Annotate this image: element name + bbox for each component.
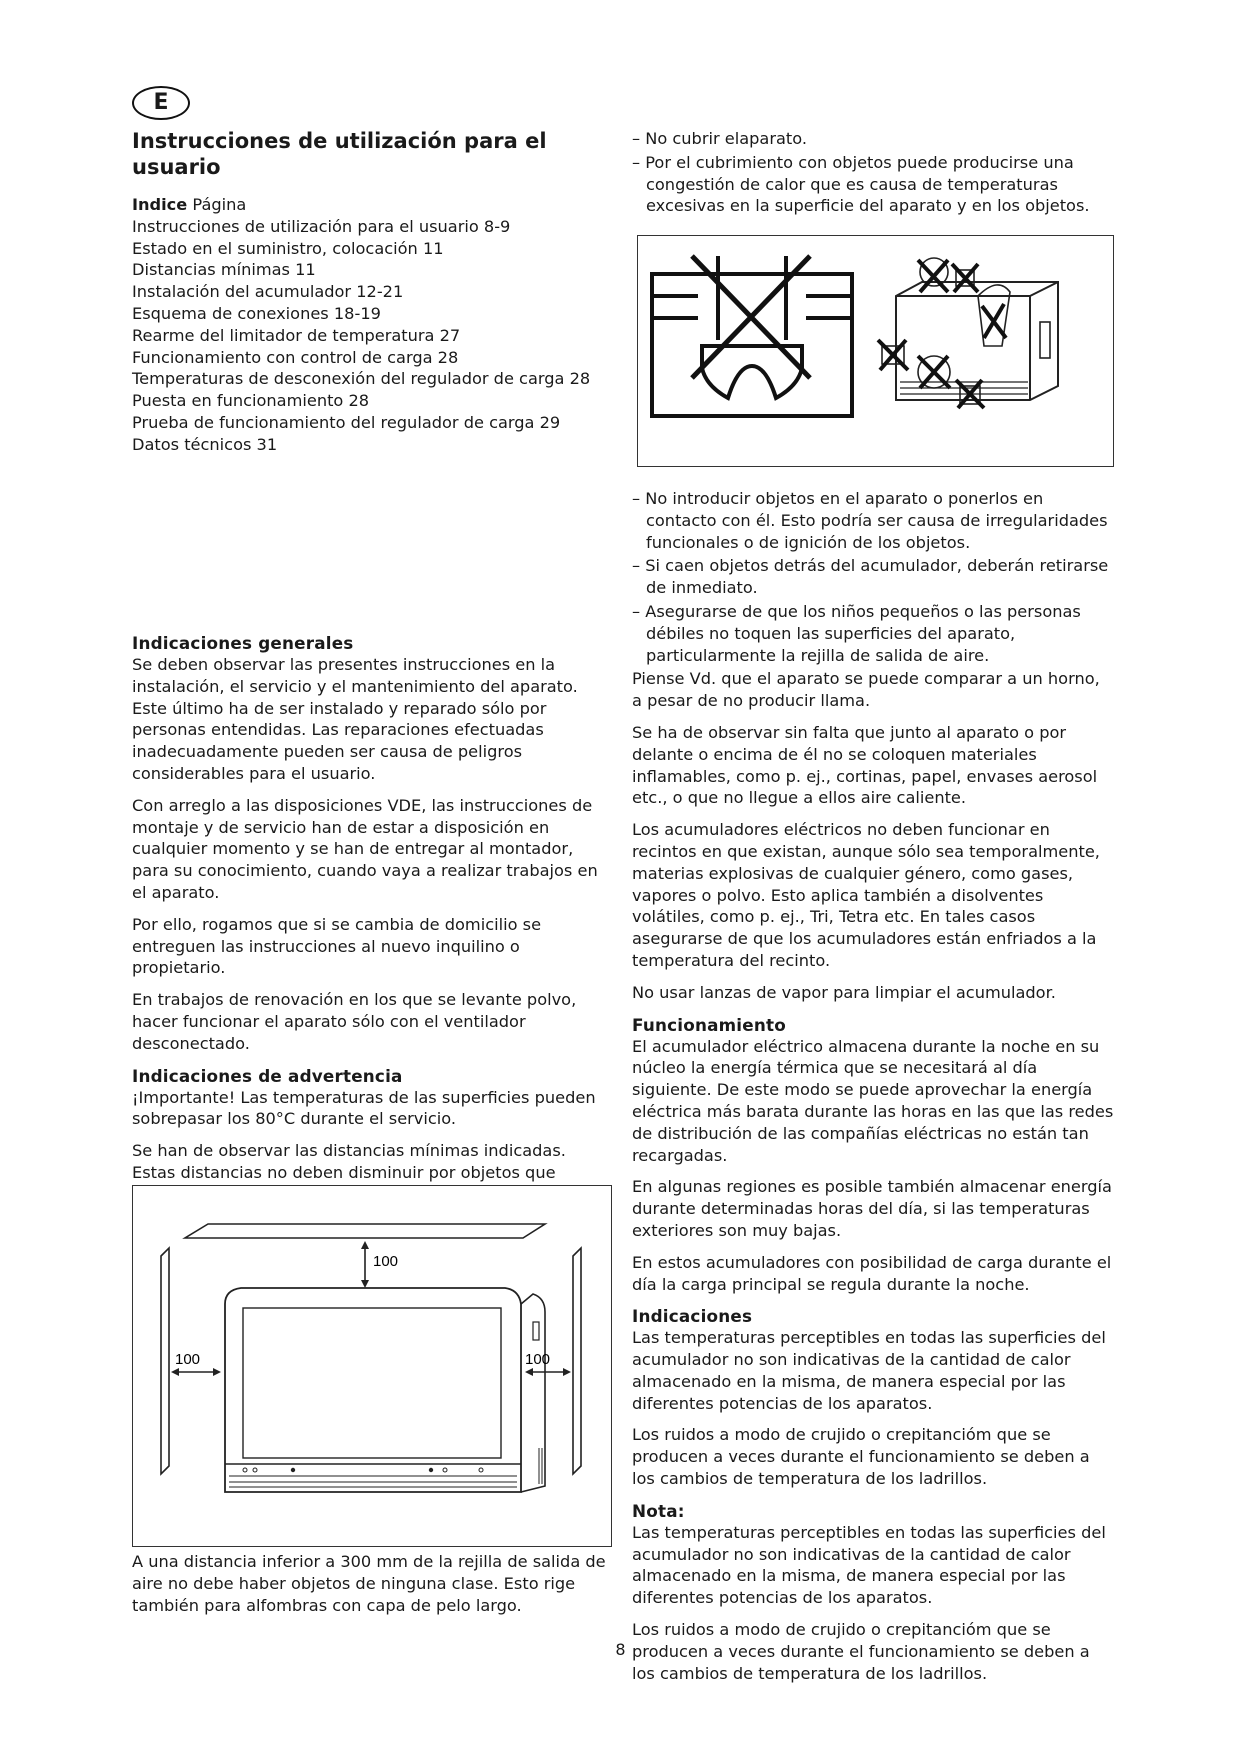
heater-body-shape xyxy=(225,1288,521,1492)
left-column-body xyxy=(132,632,612,1216)
grille-note-block xyxy=(132,1551,612,1626)
top-distance-label: 100 xyxy=(373,1253,399,1270)
index-item: Puesta en funcionamiento 28 xyxy=(132,391,370,411)
left-column-top xyxy=(132,128,612,456)
index-item: Estado en el suministro, colocación 11 xyxy=(132,238,444,258)
indications-paragraph: Los ruidos a modo de crujido o crepitancióm que se producen a veces durante el funcionamiento se deben a los cambios de temperatura de los ladrillos. xyxy=(632,1425,1090,1489)
page-number: 8 xyxy=(615,1640,626,1659)
index-header xyxy=(132,194,612,216)
general-heading: Indicaciones generales xyxy=(132,633,354,653)
warning-paragraph: ¡Importante! Las temperaturas de las superficies pueden sobrepasar los 80°C durante el servicio. xyxy=(132,1087,596,1129)
indications-heading: Indicaciones xyxy=(632,1306,753,1327)
warning-paragraph: Se han de observar las distancias mínimas indicadas. Estas distancias no deben disminuir por objetos que xyxy=(132,1141,566,1182)
indications-paragraph: Las temperaturas perceptibles en todas las superficies del acumulador no son indicativas de la cantidad de calor almacenado en la misma, de manera especial por las diferentes potencias de los aparatos. xyxy=(632,1328,1106,1413)
warning-dash-item: – Si caen objetos detrás del acumulador, deberán retirarse de inmediato. xyxy=(632,556,1109,598)
warning-dash-item: – No cubrir elaparato. xyxy=(632,129,808,148)
index-label: Indice xyxy=(132,195,188,214)
general-paragraph: Se deben observar las presentes instrucciones en la instalación, el servicio y el mantenimiento del aparato. Este último ha de ser instalado y reparado sólo por personas entendidas. Las reparaciones efectuadas inadecuadamente pueden ser causa de peligros considerables para el usuario. xyxy=(132,655,578,783)
index-item: Instalación del acumulador 12-21 xyxy=(132,282,404,302)
warning-dash-item: – No introducir objetos en el aparato o ponerlos en contacto con él. Esto podría ser causa de irregularidades funcionales o de ignición de los objetos. xyxy=(632,489,1108,552)
left-distance-label: 100 xyxy=(175,1351,201,1368)
index-item: Datos técnicos 31 xyxy=(132,434,278,454)
general-paragraph: Por ello, rogamos que si se cambia de domicilio se entreguen las instrucciones al nuevo inquilino o propietario. xyxy=(132,914,542,978)
page-title: Instrucciones de utilización para el usuario xyxy=(132,129,547,179)
index-page-label: Página xyxy=(192,195,247,214)
general-paragraph: Con arreglo a las disposiciones VDE, las instrucciones de montaje y de servicio han de estar a disposición en cualquier momento y se han de entregar al montador, para su conocimiento, cuando vaya a realizar trabajos en el aparato. xyxy=(132,795,598,902)
do-not-cover-figure xyxy=(637,235,1114,467)
right-distance-label: 100 xyxy=(525,1351,551,1368)
operation-paragraph: En estos acumuladores con posibilidad de carga durante el día la carga principal se regula durante la noche. xyxy=(632,1252,1112,1294)
note-paragraph: Las temperaturas perceptibles en todas las superficies del acumulador no son indicativas de la cantidad de calor almacenado en la misma, de manera especial por las diferentes potencias de los aparatos. xyxy=(632,1522,1106,1608)
note-paragraph: Los ruidos a modo de crujido o crepitancióm que se producen a veces durante el funcionamiento se deben a los cambios de temperatura de los ladrillos. xyxy=(632,1620,1090,1683)
safety-paragraph: Se ha de observar sin falta que junto al aparato o por delante o encima de él no se coloquen materiales inflamables, como p. ej., cortinas, papel, envases aerosol etc., o que no llegue a ellos aire caliente. xyxy=(632,722,1098,808)
operation-heading: Funcionamiento xyxy=(632,1014,786,1035)
warning-heading: Indicaciones de advertencia xyxy=(132,1065,403,1086)
top-shelf-shape xyxy=(185,1224,545,1238)
right-column-body xyxy=(632,488,1114,1694)
index-item: Instrucciones de utilización para el usuario 8-9 xyxy=(132,216,511,236)
left-wall-shape xyxy=(161,1248,169,1474)
right-wall-shape xyxy=(573,1248,581,1474)
index-item: Temperaturas de desconexión del regulador de carga 28 xyxy=(132,369,591,389)
do-not-cover-diagram xyxy=(638,236,1113,466)
language-badge: E xyxy=(132,86,190,120)
minimum-distance-figure xyxy=(132,1185,612,1547)
warning-dash-item: – Por el cubrimiento con objetos puede producirse una congestión de calor que es causa de temperaturas excesivas en la superficie del aparato y en los objetos. xyxy=(632,152,1090,216)
index-item: Rearme del limitador de temperatura 27 xyxy=(132,325,461,345)
operation-paragraph: El acumulador eléctrico almacena durante la noche en su núcleo la energía térmica que se necesitará al día siguiente. De este modo se puede aprovechar la energía eléctrica más barata durante las horas en las que las redes de distribución de las compañías eléctricas no están tan recargadas. xyxy=(632,1036,1114,1165)
operation-paragraph: En algunas regiones es posible también almacenar energía durante determinadas horas del día, si las temperaturas exteriores son muy bajas. xyxy=(632,1177,1112,1240)
index-block xyxy=(132,194,612,456)
note-heading: Nota: xyxy=(632,1500,685,1521)
index-item: Esquema de conexiones 18-19 xyxy=(132,303,381,323)
safety-paragraph: Los acumuladores eléctricos no deben funcionar en recintos en que existan, aunque sólo sea temporalmente, materias explosivas de cualquier género, como gases, vapores o polvo. Esto aplica también a disolventes volátiles, como p. ej., Tri, Tetra etc. En tales casos asegurarse de que los acumuladores están enfriados a la temperatura del recinto. xyxy=(632,820,1100,970)
right-column-top xyxy=(632,128,1114,219)
safety-paragraph: No usar lanzas de vapor para limpiar el acumulador. xyxy=(632,982,1056,1002)
index-item: Funcionamiento con control de carga 28 xyxy=(132,347,459,367)
general-paragraph: En trabajos de renovación en los que se levante polvo, hacer funcionar el aparato sólo con el ventilador desconectado. xyxy=(132,990,577,1053)
index-item: Distancias mínimas 11 xyxy=(132,260,316,280)
covered-heater-illustration xyxy=(878,258,1058,408)
warning-dash-item: – Asegurarse de que los niños pequeños o las personas débiles no toquen las superficies del aparato, particularmente la rejilla de salida de aire. xyxy=(632,601,1081,665)
prohibition-symbol xyxy=(652,256,852,416)
heater-clearance-diagram xyxy=(133,1186,611,1546)
index-item: Prueba de funcionamiento del regulador de carga 29 xyxy=(132,412,561,432)
grille-note: A una distancia inferior a 300 mm de la rejilla de salida de aire no debe haber objetos de ninguna clase. Esto rige también para alfombras con capa de pelo largo. xyxy=(132,1552,606,1615)
safety-paragraph: Piense Vd. que el aparato se puede comparar a un horno, a pesar de no producir llama. xyxy=(632,669,1100,711)
